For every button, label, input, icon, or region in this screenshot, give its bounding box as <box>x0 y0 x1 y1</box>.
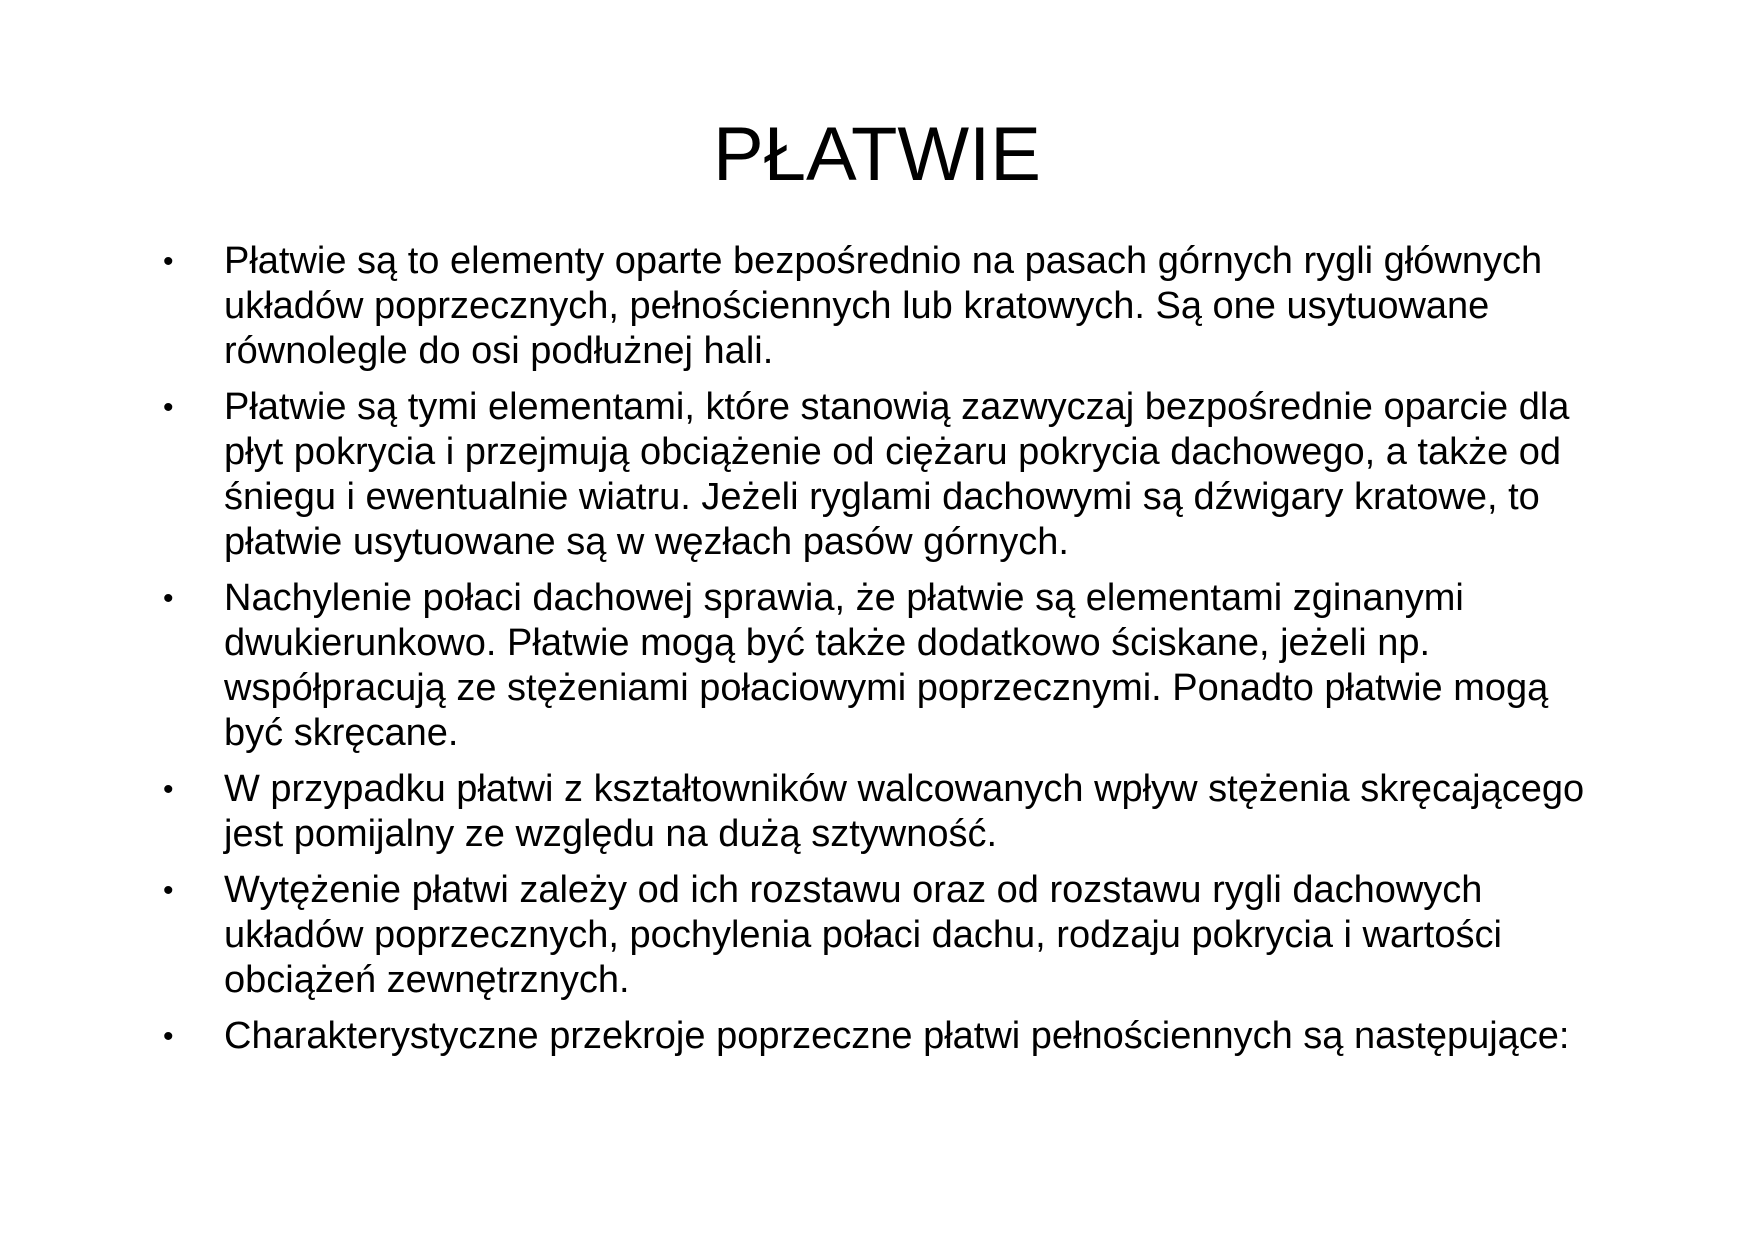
bullet-text: Płatwie są to elementy oparte bezpośrednio na pasach górnych rygli głównych układów poprzecznych, pełnościennych lub kratowych. Są one usytuowane równolegle do osi podłużnej hali. <box>224 240 1543 372</box>
bullet-icon: • <box>163 245 174 278</box>
bullet-text: Charakterystyczne przekroje poprzeczne płatwi pełnościennych są następujące: <box>224 1015 1570 1057</box>
bullet-item <box>163 239 1603 374</box>
bullet-item <box>163 767 1603 857</box>
bullet-icon: • <box>163 1020 174 1053</box>
bullet-item <box>163 385 1603 565</box>
bullet-text: Wytężenie płatwi zależy od ich rozstawu oraz od rozstawu rygli dachowych układów poprzecznych, pochylenia połaci dachu, rodzaju pokrycia i wartości obciążeń zewnętrznych. <box>224 869 1502 1001</box>
bullet-icon: • <box>163 874 174 907</box>
bullet-item <box>163 576 1603 756</box>
bullet-item <box>163 1014 1603 1059</box>
bullet-icon: • <box>163 582 174 615</box>
bullet-list <box>163 239 1603 1070</box>
bullet-text: Płatwie są tymi elementami, które stanowią zazwyczaj bezpośrednie oparcie dla płyt pokrycia i przejmują obciążenie od ciężaru pokrycia dachowego, a także od śniegu i ewentualnie wiatru. Jeżeli ryglami dachowymi są dźwigary kratowe, to płatwie usytuowane są w węzłach pasów górnych. <box>224 386 1570 563</box>
bullet-text: Nachylenie połaci dachowej sprawia, że płatwie są elementami zginanymi dwukierunkowo. Płatwie mogą być także dodatkowo ściskane, jeżeli np. współpracują ze stężeniami połaciowymi poprzecznymi. Ponadto płatwie mogą być skręcane. <box>224 577 1549 754</box>
slide-title: PŁATWIE <box>713 112 1041 197</box>
bullet-icon: • <box>163 773 174 806</box>
bullet-text: W przypadku płatwi z kształtowników walcowanych wpływ stężenia skręcającego jest pomijalny ze względu na dużą sztywność. <box>224 768 1585 855</box>
bullet-item <box>163 868 1603 1003</box>
bullet-icon: • <box>163 391 174 424</box>
